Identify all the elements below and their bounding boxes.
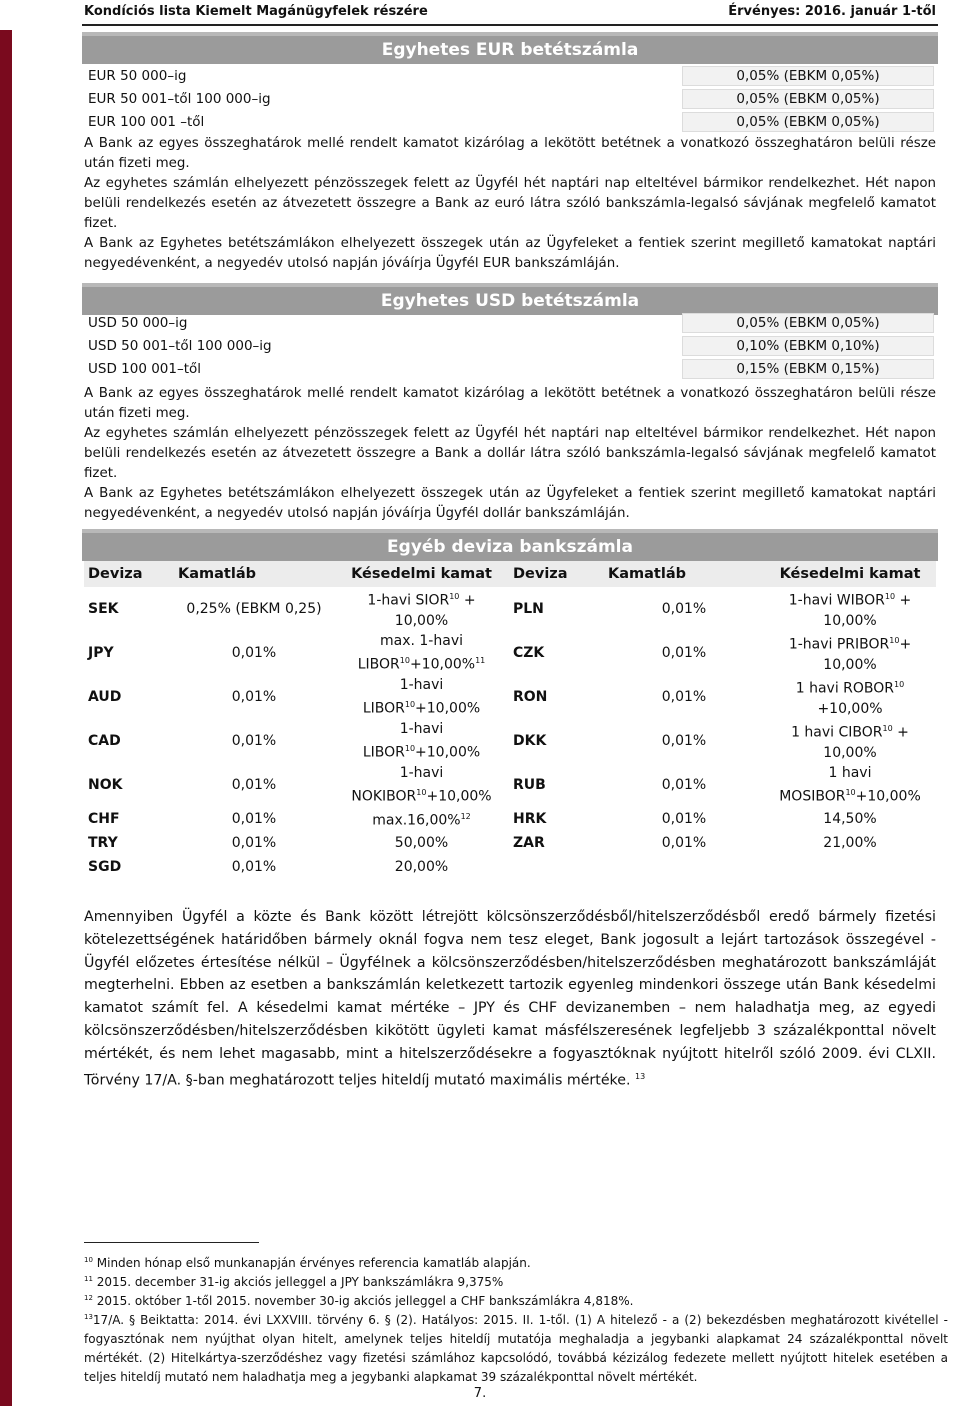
interest-rate: 0,01% [661, 601, 707, 617]
interest-rate: 0,01% [231, 645, 277, 661]
table-row [84, 831, 936, 855]
table-row [84, 675, 936, 719]
usd-paragraph: Az egyhetes számlán elhelyezett pénzösszegek felett az Ügyfél hét naptári nap elteltével bármikor rendelkezhet. Hét napon belüli rendelkezés esetén az átvezetett összegre a Bank a dollár látra szóló bankszámla-legalsó sávjának megfelelő kamatot fizet. [84, 426, 936, 481]
interest-rate: 0,01% [661, 645, 707, 661]
column-header: Kamatláb [174, 561, 334, 587]
eur-tier: EUR 50 001–től 100 000–ig [88, 91, 271, 107]
interest-rate: 0,25% (EBKM 0,25) [186, 601, 322, 617]
late-interest: 1-havi $WIBOR^{10}$ + 10,00% [788, 592, 912, 629]
interest-rate [604, 855, 764, 879]
interest-rate: 0,01% [231, 777, 277, 793]
page-number: 7. [473, 1386, 487, 1401]
currency-code: JPY [88, 645, 114, 661]
usd-rate: 0,15% (EBKM 0,15%) [682, 359, 934, 379]
late-interest: 1 havi $ROBOR^{10}$ +10,00% [795, 680, 905, 717]
interest-rate: 0,01% [661, 811, 707, 827]
late-interest: 14,50% [823, 811, 877, 827]
currency-code: ZAR [513, 835, 545, 851]
interest-rate: 0,01% [231, 859, 277, 875]
eur-rate-row [84, 112, 936, 133]
usd-tier: USD 50 000–ig [88, 315, 188, 331]
usd-rate: 0,10% (EBKM 0,10%) [682, 336, 934, 356]
currency-code [509, 855, 604, 879]
late-interest: 1 havi $MOSIBOR^{10}+10,00\%$ [779, 765, 921, 805]
currency-code: SGD [88, 859, 122, 875]
usd-rate-row [84, 313, 936, 334]
late-interest-terms [84, 906, 936, 1092]
usd-tier: USD 50 001–től 100 000–ig [88, 338, 272, 354]
header-validity: Érvényes: 2016. január 1-től [728, 4, 936, 19]
late-interest: max.16,00%$^{12}$ [372, 812, 471, 829]
column-header: Késedelmi kamat [334, 561, 509, 587]
interest-rate: 0,01% [661, 733, 707, 749]
header-rule [82, 24, 938, 26]
eur-terms [84, 134, 936, 274]
currency-code: RUB [513, 777, 546, 793]
table-header-row [84, 561, 936, 587]
currency-code: RON [513, 689, 548, 705]
currency-code: SEK [88, 601, 119, 617]
eur-tier: EUR 100 001 –től [88, 114, 205, 130]
footnote: $^{13}$17/A. § Beiktatta: 2014. évi LXXVIII. törvény 6. § (2). Hatályos: 2015. II. 1-től. (1) A hitelező - a (2) bekezdésben meghatározott kivétellel - fogyasztónak nem nyújthat olyan hitelt, amelynek teljes hiteldíj mutatója meghaladja a jegybanki alapkamat 24 százalékponttal növelt mértékét. (2) Hitelkártya-szerződéshez vagy fizetési számlához kapcsolódó, továbbá kézizálog fedezete mellett nyújtott hitelek esetében a teljes hiteldíj mutató nem haladhatja meg a jegybanki alapkamat 39 százalékponttal növelt mértékét. [84, 1313, 948, 1384]
left-accent-bar [0, 30, 12, 1406]
table-row [84, 763, 936, 807]
interest-rate: 0,01% [231, 811, 277, 827]
currency-code: CAD [88, 733, 121, 749]
usd-tier: USD 100 001–től [88, 361, 202, 377]
interest-rate: 0,01% [661, 689, 707, 705]
eur-rate: 0,05% (EBKM 0,05%) [682, 112, 934, 132]
eur-section-title: Egyhetes EUR betétszámla [381, 40, 639, 60]
table-row [84, 855, 936, 879]
eur-rate-row [84, 66, 936, 87]
late-interest: 1-havi $LIBOR^{10}+10,00\%$ [362, 721, 481, 761]
currency-code: CZK [513, 645, 545, 661]
footnote-ref: 13 [635, 1071, 646, 1081]
late-interest: 1-havi $LIBOR^{10}+10,00\%$ [362, 677, 481, 717]
usd-section-title-band [82, 283, 938, 315]
footnote-separator [84, 1242, 259, 1243]
late-interest: 1-havi $SIOR^{10}$ + 10,00% [367, 592, 476, 629]
table-row [84, 631, 936, 675]
late-interest: max. 1-havi $LIBOR^{10}+10,00\%^{11}$ [357, 633, 486, 673]
column-header: Kamatláb [604, 561, 764, 587]
currency-code: DKK [513, 733, 547, 749]
column-header: Késedelmi kamat [764, 561, 936, 587]
other-section-title: Egyéb deviza bankszámla [387, 537, 633, 557]
late-interest: 1-havi $NOKIBOR^{10}+10,00\%$ [351, 765, 492, 805]
table-row [84, 807, 936, 831]
currency-code: NOK [88, 777, 123, 793]
currency-code: TRY [88, 835, 118, 851]
other-section-title-band [82, 529, 938, 561]
eur-paragraph: Az egyhetes számlán elhelyezett pénzösszegek felett az Ügyfél hét naptári nap elteltével bármikor rendelkezhet. Hét napon belüli rendelkezés esetén az átvezetett összegre a Bank az euró látra szóló bankszámla-legalsó sávjának megfelelő kamatot fizet. [84, 176, 936, 231]
late-interest [764, 855, 936, 879]
column-header: Deviza [509, 561, 604, 587]
eur-rate: 0,05% (EBKM 0,05%) [682, 66, 934, 86]
usd-terms [84, 384, 936, 524]
usd-paragraph: A Bank az egyes összeghatárok mellé rendelt kamatot kizárólag a lekötött betétnek a vonatkozó összeghatáron belüli része után fizeti meg. [84, 386, 936, 421]
eur-section-title-band [82, 32, 938, 64]
interest-rate: 0,01% [661, 777, 707, 793]
footnote: $^{10}$ Minden hónap első munkanapján érvényes referencia kamatláb alapján. [84, 1256, 531, 1270]
eur-paragraph: A Bank az egyes összeghatárok mellé rendelt kamatot kizárólag a lekötött betétnek a vonatkozó összeghatáron belüli része után fizeti meg. [84, 136, 936, 171]
interest-rate: 0,01% [231, 835, 277, 851]
late-interest: 50,00% [394, 835, 449, 851]
usd-rate: 0,05% (EBKM 0,05%) [682, 313, 934, 333]
usd-rate-row [84, 359, 936, 380]
interest-rate: 0,01% [231, 689, 277, 705]
header-title: Kondíciós lista Kiemelt Magánügyfelek részére [84, 4, 428, 19]
currency-code: PLN [513, 601, 544, 617]
late-interest: 20,00% [394, 859, 449, 875]
usd-section-title: Egyhetes USD betétszámla [380, 291, 640, 311]
interest-rate: 0,01% [661, 835, 707, 851]
currency-code: AUD [88, 689, 122, 705]
currency-table [84, 561, 936, 879]
usd-rate-row [84, 336, 936, 357]
late-interest: 21,00% [823, 835, 877, 851]
interest-rate: 0,01% [231, 733, 277, 749]
eur-rate-row [84, 89, 936, 110]
currency-code: HRK [513, 811, 547, 827]
eur-rate: 0,05% (EBKM 0,05%) [682, 89, 934, 109]
currency-code: CHF [88, 811, 120, 827]
eur-tier: EUR 50 000–ig [88, 68, 187, 84]
column-header: Deviza [84, 561, 174, 587]
late-interest: 1-havi $PRIBOR^{10}+$ 10,00% [788, 636, 912, 673]
eur-paragraph: A Bank az Egyhetes betétszámlákon elhelyezett összegek után az Ügyfeleket a fentiek szerint megillető kamatokat naptári negyedévenként, a negyedév utolsó napján jóváírja Ügyfél EUR bankszámláján. [84, 236, 936, 271]
usd-paragraph: A Bank az Egyhetes betétszámlákon elhelyezett összegek után az Ügyfeleket a fentiek szerint megillető kamatokat naptári negyedévenként, a negyedév utolsó napján jóváírja Ügyfél dollár bankszámláján. [84, 486, 936, 521]
footnote: $^{11}$ 2015. december 31-ig akciós jelleggel a JPY bankszámlákra 9,375% [84, 1275, 504, 1289]
footnote: $^{12}$ 2015. október 1-től 2015. november 30-ig akciós jelleggel a CHF bankszámlákra 4,818%. [84, 1294, 634, 1308]
late-interest: 1 havi $CIBOR^{10}$ + 10,00% [791, 724, 909, 761]
late-interest-paragraph: Amennyiben Ügyfél a közte és Bank között létrejött kölcsönszerződésből/hitelszerződésből eredő bármely fizetési kötelezettségének határidőben bármely oknál fogva nem tesz eleget, Bank jogosult a lejárt tartozások összegével - Ügyfél előzetes értesítése nélkül – Ügyfélnek a kölcsönszerződésben/hitelszerződésben meghatározott bankszámláját megterhelni. Ebben az esetben a bankszámlán keletkezett tartozik egyenleg mindenkori összege után Bank késedelmi kamatot számít fel. A késedelmi kamat mértéke – JPY és CHF devizanemben – nem haladhatja meg, az egyedi kölcsönszerződésben/hitelszerződésben kikötött ügyleti kamat másfélszeresének legfeljebb 3 százalékponttal növelt mértékét, és nem lehet magasabb, mint a hitelszerződésekre a fogyasztóknak nyújtott hitelről szóló 2009. évi CLXII. Törvény 17/A. §-ban meghatározott teljes hiteldíj mutató maximális mértéke. [84, 909, 936, 1089]
table-row [84, 719, 936, 763]
table-row [84, 587, 936, 631]
page-header [84, 4, 936, 22]
